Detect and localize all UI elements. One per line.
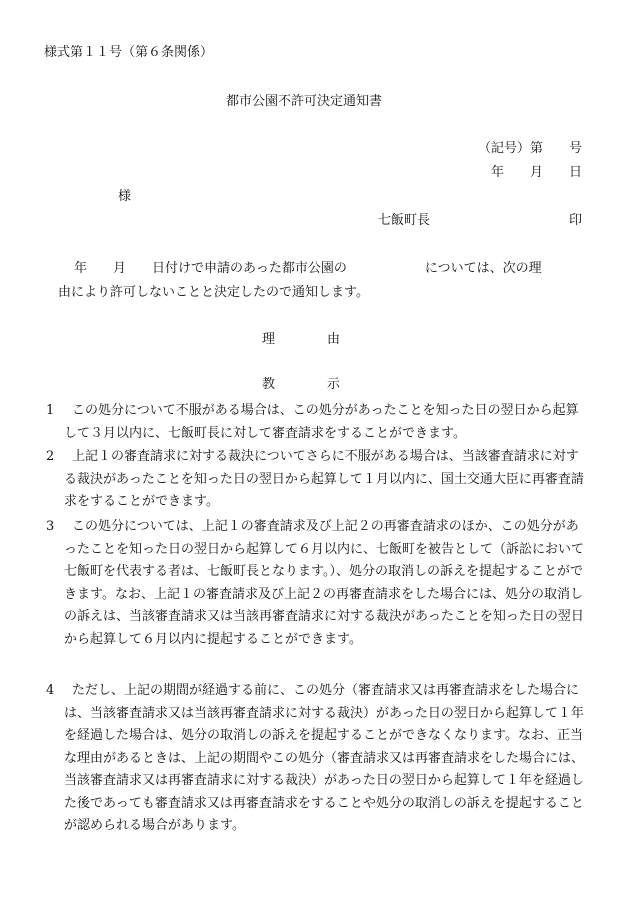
instruction-number: 2 [46, 449, 55, 464]
document-title: 都市公園不許可決定通知書 [226, 94, 383, 109]
seal-mark: 印 [568, 213, 582, 228]
instruction-text: この処分について不服がある場合は、この処分があったことを知った日の翌日から起算して３月以内に、七飯町長に対して審査請求をすることができます。 [64, 403, 579, 441]
instruction-text: ただし、上記の期間が経過する前に、この処分（審査請求又は再審査請求をした場合には、当該審査請求又は当該再審査請求に対する裁決）があった日の翌日から起算して１年を経過した場合は、処分の取消しの訴えを提起することができなくなります。なお、正当な理由があるときは、上記の期間やこの処分（審査請求又は再審査請求をした場合には、当該審査請求又は再審査請求に対する裁決）があった日の翌日から起算して１年を経過した後であっても審査請求又は再審査請求をすることや処分の取消しの訴えを提起することが認められる場合があります。 [64, 683, 585, 833]
reason-heading: 理 由 [262, 332, 341, 347]
issuer-name: 七飯町長 [378, 213, 431, 228]
form-number: 様式第１１号（第６条関係） [44, 45, 214, 60]
instruction-number: 3 [46, 519, 55, 534]
issue-date: 年 月 日 [490, 165, 582, 180]
instruction-number: 1 [46, 403, 55, 418]
intro-line-2: 由により許可しないことと決定したので通知します。 [58, 285, 369, 300]
instruction-text: 上記１の審査請求に対する裁決についてさらに不服がある場合は、当該審査請求に対する裁決があったことを知った日の翌日から起算して１月以内に、国土交通大臣に再審査請求をすることができます。 [64, 449, 584, 509]
instruction-item-3 [46, 516, 586, 651]
instruction-item-2 [46, 446, 586, 514]
intro-line-1: 年 月 日付けで申請のあった都市公園の については、次の理 [74, 261, 542, 276]
instruction-heading: 教 示 [262, 377, 341, 392]
reference-number: （記号）第 号 [477, 141, 582, 156]
addressee-suffix: 様 [118, 189, 132, 204]
instruction-text: この処分については、上記１の審査請求及び上記２の再審査請求のほか、この処分があったことを知った日の翌日から起算して６月以内に、七飯町を被告として（訴訟において七飯町を代表する者は、七飯町長となります。）、処分の取消しの訴えを提起することができます。なお、上記１の審査請求及び上記２の再審査請求をした場合には、処分の取消しの訴えは、当該審査請求又は当該再審査請求に対する裁決があったことを知った日の翌日から起算して６月以内に提起することができます。 [64, 519, 585, 647]
instruction-number: 4 [46, 683, 55, 698]
instruction-item-1 [46, 400, 586, 445]
instruction-item-4 [46, 680, 586, 838]
